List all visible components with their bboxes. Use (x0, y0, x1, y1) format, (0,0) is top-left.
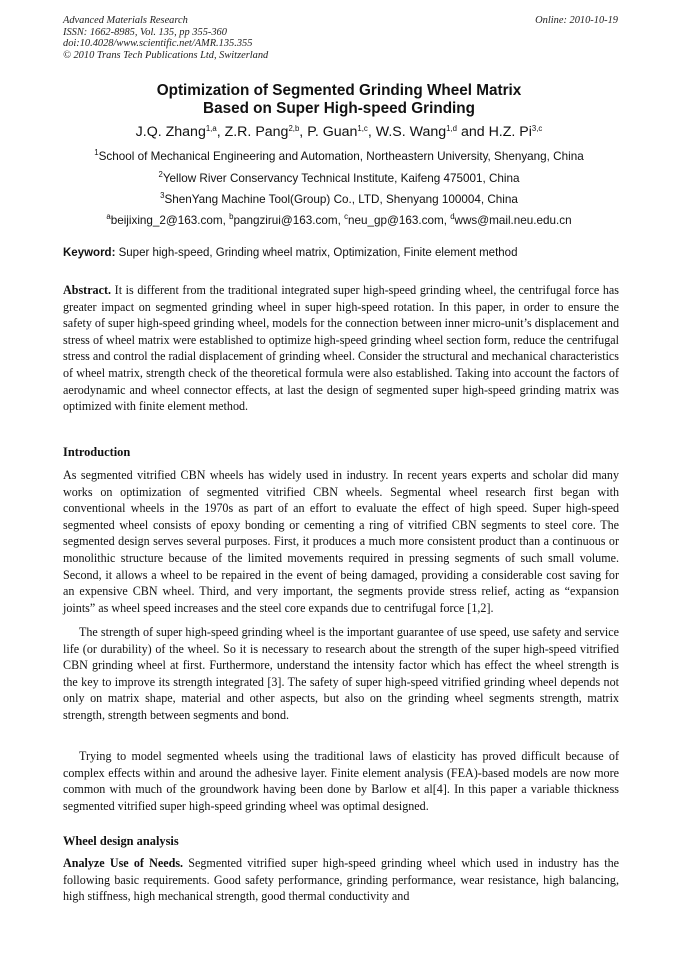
affiliation: $^1$School of Mechanical Engineering and Automation, Northeastern University, Shenyang, China (94, 148, 584, 163)
abstract (63, 282, 619, 415)
needs-text: Segmented vitrified super high-speed grinding wheel which used in industry has the following basic requirements. Good safety performance, grinding performance, wear resistance, high balancing, high stiffness, high mechanical strength, good thermal conductivity and (63, 856, 619, 904)
journal-name: Advanced Materials Research (63, 15, 188, 26)
email[interactable]: $^b$pangzirui@163.com (229, 212, 338, 227)
author: P. Guan$^{1,c}$, (307, 124, 376, 140)
intro-paragraph-3: Trying to model segmented wheels using the traditional laws of elasticity has proved difficult because of complex effects within and around the adhesive layer. Finite element analysis (FEA)-based models are now more common with much of the groundwork having been done by Barlow et al[4]. In this paper a variable thickness segmented vitrified super high-speed grinding wheel was optimal designed. (63, 749, 619, 813)
email[interactable]: $^c$neu_gp@163.com (344, 212, 444, 227)
copyright: © 2010 Trans Tech Publications Ltd, Switzerland (63, 49, 269, 61)
author: J.Q. Zhang$^{1,a}$, (135, 124, 225, 140)
author: H.Z. Pi$^{3,c}$ (488, 124, 543, 140)
email[interactable]: $^d$wws@mail.neu.edu.cn (450, 212, 572, 227)
title-line-1: Optimization of Segmented Grinding Wheel Matrix (156, 82, 522, 99)
issn: ISSN: 1662-8985, Vol. 135, pp 355-360 (63, 26, 227, 38)
intro-paragraph-1: As segmented vitrified CBN wheels has widely used in industry. In recent years experts and scholar did many works on optimization of segmented vitrified CBN wheels. Segmental wheel research first began with conventional wheels in the 1970s as part of an effort to evaluate the effect of high speed. Super high-speed segmented wheel consists of epoxy bonding or cementing a ring of vitrified CBN segments to steel core. The segmented design serves several purposes. First, it produces a much more consistent product than a continuous or monolithic structure because of the limited movements required in pressing segments of such small volume. Second, it allows a wheel to be repaired in the event of being damaged, providing a considerable cost saving for an expensive CBN wheel. Third, and very important, the segments provide stress relief, acting as “expansion joints” as wheel speed increases and the steel core expands due to centrifugal force [1,2]. (63, 468, 619, 615)
needs-label: Analyze Use of Needs. (63, 856, 184, 870)
keywords (63, 247, 619, 259)
paper-title (0, 82, 678, 118)
email[interactable]: $^a$beijixing_2@163.com (106, 212, 223, 227)
affiliation: $^2$Yellow River Conservancy Technical Institute, Kaifeng 475001, China (158, 170, 520, 185)
section-heading-wheel-design: Wheel design analysis (63, 834, 179, 848)
intro-paragraph-2: The strength of super high-speed grinding wheel is the important guarantee of use speed, use safety and service life (or durability) of the wheel. So it is necessary to research about the strength of the super high-speed vitrified CBN grinding wheel at first. Furthermore, understand the intensity factor which has effect the wheel strength is the key to improve its strength integrated [3]. The safety of super high-speed vitrified grinding wheel depends not only on matrix shape, material and other aspects, but also on the grinding wheel segments strength, matrix strength, strength between segments and bond. (63, 625, 619, 722)
title-line-2: Based on Super High-speed Grinding (203, 100, 475, 117)
email-list: $^a$beijixing_2@163.com, $^b$pangzirui@163.com, $^c$neu_gp@163.com, $^d$wws@mail.neu.edu.cn (106, 212, 572, 227)
online-date: Online: 2010-10-19 (535, 15, 618, 26)
author: W.S. Wang$^{1,d}$ and (375, 124, 489, 140)
keyword-label: Keyword: (63, 247, 116, 259)
author-list (0, 124, 678, 140)
journal-info (63, 15, 618, 61)
affiliation: $^3$ShenYang Machine Tool(Group) Co., LTD, Shenyang 100004, China (160, 191, 518, 206)
wheel-design-paragraph (63, 855, 619, 905)
abstract-text: It is different from the traditional integrated super high-speed grinding wheel, the centrifugal force has greater impact on segmented grinding wheel in super high-speed rotation. In this paper, in order to ensure the safety of super high-speed grinding wheel, models for the connection between inner micro-unit’s displacement and stress of wheel matrix were established to optimize high-speed grinding wheel section form, reduce the centrifugal stress and control the radial displacement of grinding wheel. Consider the structural and mechanical characteristics of wheel matrix, strength check of the theoretical formula were also established. Taking into account the factors of aerodynamic and wheel connector effects, at last the design of segmented super high-speed grinding matrix was optimized with finite element method. (63, 283, 619, 414)
abstract-label: Abstract. (63, 283, 112, 297)
section-heading-introduction: Introduction (63, 445, 131, 459)
author: Z.R. Pang$^{2,b}$, (224, 124, 308, 140)
keyword-text: Super high-speed, Grinding wheel matrix, Optimization, Finite element method (115, 247, 518, 259)
doi: doi:10.4028/www.scientific.net/AMR.135.355 (63, 38, 253, 50)
